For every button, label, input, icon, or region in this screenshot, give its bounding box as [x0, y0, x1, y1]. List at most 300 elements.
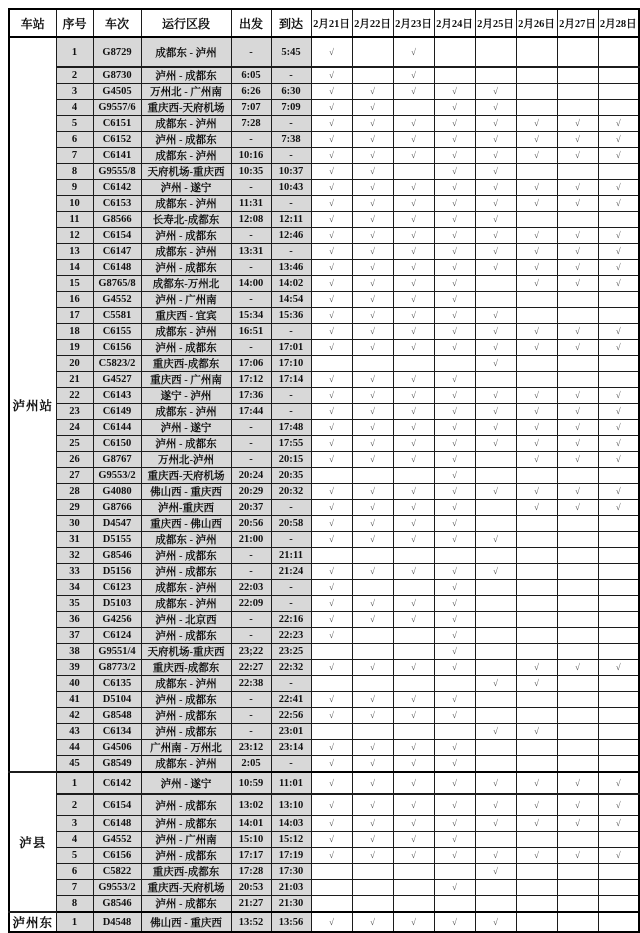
day-cell [557, 896, 598, 913]
day-cell [598, 308, 639, 324]
cell-train-number: C6155 [93, 324, 141, 340]
check-mark: √ [329, 486, 334, 496]
day-cell [352, 516, 393, 532]
cell-train-number: G9553/2 [93, 468, 141, 484]
header-route: 运行区段 [141, 9, 231, 37]
day-cell [311, 848, 352, 864]
check-mark: √ [411, 662, 416, 672]
day-cell [516, 196, 557, 212]
cell-arrive-time: - [271, 388, 311, 404]
day-cell [475, 612, 516, 628]
check-mark: √ [329, 246, 334, 256]
table-row [9, 67, 639, 84]
check-mark: √ [370, 422, 375, 432]
cell-seq: 10 [56, 196, 93, 212]
day-cell [352, 832, 393, 848]
check-mark: √ [615, 198, 621, 208]
cell-train-number: C5822 [93, 864, 141, 880]
check-mark: √ [329, 118, 334, 128]
table-row [9, 324, 639, 340]
day-cell [598, 436, 639, 452]
check-mark: √ [534, 850, 539, 860]
cell-train-number: C6148 [93, 816, 141, 832]
check-mark: √ [329, 198, 334, 208]
check-mark: √ [411, 486, 416, 496]
day-cell [475, 848, 516, 864]
day-cell [475, 644, 516, 660]
cell-arrive-time: - [271, 596, 311, 612]
check-mark: √ [493, 678, 498, 688]
day-cell [352, 724, 393, 740]
cell-route: 泸州 - 遂宁 [141, 420, 231, 436]
day-cell [598, 724, 639, 740]
check-mark: √ [452, 882, 457, 892]
day-cell [516, 420, 557, 436]
cell-depart-time: 7:28 [231, 116, 271, 132]
table-row [9, 832, 639, 848]
day-cell [311, 196, 352, 212]
day-cell [598, 356, 639, 372]
cell-arrive-time: 23:25 [271, 644, 311, 660]
check-mark: √ [411, 742, 416, 752]
check-mark: √ [452, 710, 457, 720]
check-mark: √ [329, 262, 334, 272]
check-mark: √ [329, 502, 334, 512]
day-cell [516, 612, 557, 628]
cell-arrive-time: 5:45 [271, 37, 311, 67]
check-mark: √ [370, 102, 375, 112]
cell-arrive-time: 13:46 [271, 260, 311, 276]
check-mark: √ [411, 278, 416, 288]
cell-seq: 15 [56, 276, 93, 292]
check-mark: √ [329, 916, 334, 927]
check-mark: √ [575, 454, 580, 464]
table-row [9, 132, 639, 148]
day-cell [311, 356, 352, 372]
table-row [9, 452, 639, 468]
check-mark: √ [493, 214, 498, 224]
check-mark: √ [329, 134, 334, 144]
day-cell [516, 628, 557, 644]
day-cell [598, 196, 639, 212]
cell-route: 泸州 - 成都东 [141, 436, 231, 452]
check-mark: √ [370, 502, 375, 512]
check-mark: √ [452, 102, 457, 112]
day-cell [475, 596, 516, 612]
day-cell [352, 116, 393, 132]
check-mark: √ [329, 278, 334, 288]
check-mark: √ [452, 502, 457, 512]
cell-seq: 13 [56, 244, 93, 260]
check-mark: √ [329, 46, 334, 57]
check-mark: √ [493, 246, 498, 256]
cell-route: 重庆西-成都东 [141, 864, 231, 880]
check-mark: √ [452, 799, 457, 810]
day-cell [516, 340, 557, 356]
cell-train-number: C6150 [93, 436, 141, 452]
cell-route: 泸州 - 成都东 [141, 794, 231, 816]
day-cell [598, 564, 639, 580]
day-cell [598, 468, 639, 484]
check-mark: √ [329, 694, 334, 704]
cell-train-number: G8773/2 [93, 660, 141, 676]
day-cell [393, 816, 434, 832]
day-cell [393, 628, 434, 644]
day-cell [557, 912, 598, 932]
day-cell [311, 500, 352, 516]
cell-train-number: G4552 [93, 292, 141, 308]
check-mark: √ [615, 777, 621, 788]
check-mark: √ [370, 694, 375, 704]
day-cell [475, 436, 516, 452]
day-cell [434, 244, 475, 260]
cell-route: 泸州 - 成都东 [141, 132, 231, 148]
day-cell [598, 580, 639, 596]
header-date: 2月24日 [434, 9, 475, 37]
cell-train-number: D4548 [93, 912, 141, 932]
day-cell [557, 756, 598, 773]
day-cell [516, 912, 557, 932]
day-cell [516, 372, 557, 388]
table-row [9, 912, 639, 932]
check-mark: √ [370, 150, 375, 160]
check-mark: √ [452, 470, 457, 480]
table-row [9, 37, 639, 67]
cell-depart-time: 17:36 [231, 388, 271, 404]
cell-arrive-time: - [271, 324, 311, 340]
check-mark: √ [411, 850, 416, 860]
check-mark: √ [615, 422, 621, 432]
day-cell [475, 484, 516, 500]
day-cell [434, 356, 475, 372]
day-cell [393, 468, 434, 484]
cell-train-number: C6156 [93, 848, 141, 864]
day-cell [352, 740, 393, 756]
day-cell [434, 564, 475, 580]
day-cell [598, 228, 639, 244]
day-cell [557, 794, 598, 816]
day-cell [475, 564, 516, 580]
day-cell [434, 532, 475, 548]
check-mark: √ [370, 818, 375, 828]
check-mark: √ [615, 262, 621, 272]
day-cell [393, 100, 434, 116]
day-cell [557, 37, 598, 67]
day-cell [475, 532, 516, 548]
day-cell [434, 388, 475, 404]
check-mark: √ [411, 246, 416, 256]
check-mark: √ [411, 390, 416, 400]
cell-route: 长寿北-成都东 [141, 212, 231, 228]
check-mark: √ [534, 278, 539, 288]
day-cell [352, 848, 393, 864]
day-cell [557, 596, 598, 612]
day-cell [475, 196, 516, 212]
day-cell [352, 794, 393, 816]
day-cell [557, 196, 598, 212]
check-mark: √ [452, 150, 457, 160]
check-mark: √ [452, 534, 457, 544]
day-cell [311, 212, 352, 228]
day-cell [393, 532, 434, 548]
station-block [9, 772, 639, 912]
day-cell [393, 484, 434, 500]
cell-seq: 4 [56, 832, 93, 848]
day-cell [516, 896, 557, 913]
day-cell [557, 500, 598, 516]
day-cell [311, 276, 352, 292]
day-cell [516, 164, 557, 180]
cell-route: 泸州 - 遂宁 [141, 772, 231, 794]
cell-route: 万州北 - 广州南 [141, 84, 231, 100]
day-cell [393, 196, 434, 212]
cell-depart-time: 20:29 [231, 484, 271, 500]
cell-depart-time: - [231, 228, 271, 244]
day-cell [598, 896, 639, 913]
check-mark: √ [452, 166, 457, 176]
cell-seq: 40 [56, 676, 93, 692]
cell-depart-time: 17:12 [231, 372, 271, 388]
header-date: 2月23日 [393, 9, 434, 37]
check-mark: √ [329, 294, 334, 304]
day-cell [475, 676, 516, 692]
table-row [9, 340, 639, 356]
cell-arrive-time: 7:09 [271, 100, 311, 116]
cell-route: 重庆西 - 宜宾 [141, 308, 231, 324]
cell-seq: 37 [56, 628, 93, 644]
table-row [9, 388, 639, 404]
check-mark: √ [575, 182, 580, 192]
cell-route: 成都东 - 泸州 [141, 244, 231, 260]
cell-route: 天府机场-重庆西 [141, 164, 231, 180]
header-arrive: 到达 [271, 9, 311, 37]
table-row [9, 468, 639, 484]
cell-depart-time: - [231, 564, 271, 580]
cell-train-number: G8549 [93, 756, 141, 773]
cell-route: 成都东 - 泸州 [141, 756, 231, 773]
cell-arrive-time: - [271, 196, 311, 212]
cell-seq: 21 [56, 372, 93, 388]
cell-train-number: C6123 [93, 580, 141, 596]
cell-seq: 31 [56, 532, 93, 548]
day-cell [393, 132, 434, 148]
day-cell [434, 500, 475, 516]
day-cell [475, 148, 516, 164]
check-mark: √ [534, 486, 539, 496]
day-cell [598, 832, 639, 848]
check-mark: √ [534, 134, 539, 144]
check-mark: √ [534, 246, 539, 256]
check-mark: √ [493, 726, 498, 736]
day-cell [434, 548, 475, 564]
check-mark: √ [370, 278, 375, 288]
cell-depart-time: 20:56 [231, 516, 271, 532]
check-mark: √ [370, 534, 375, 544]
cell-arrive-time: 21:24 [271, 564, 311, 580]
day-cell [557, 676, 598, 692]
table-row [9, 708, 639, 724]
day-cell [557, 324, 598, 340]
check-mark: √ [452, 390, 457, 400]
cell-route: 泸州 - 成都东 [141, 548, 231, 564]
day-cell [516, 132, 557, 148]
check-mark: √ [411, 422, 416, 432]
day-cell [311, 644, 352, 660]
day-cell [557, 548, 598, 564]
day-cell [434, 340, 475, 356]
check-mark: √ [452, 342, 457, 352]
cell-depart-time: 13:02 [231, 794, 271, 816]
day-cell [311, 794, 352, 816]
cell-route: 泸州 - 成都东 [141, 340, 231, 356]
day-cell [434, 37, 475, 67]
day-cell [516, 276, 557, 292]
check-mark: √ [452, 454, 457, 464]
check-mark: √ [575, 230, 580, 240]
day-cell [311, 324, 352, 340]
day-cell [434, 116, 475, 132]
check-mark: √ [329, 614, 334, 624]
cell-depart-time: 15:10 [231, 832, 271, 848]
table-row [9, 148, 639, 164]
table-row [9, 628, 639, 644]
day-cell [352, 148, 393, 164]
day-cell [434, 228, 475, 244]
cell-arrive-time: 21:30 [271, 896, 311, 913]
day-cell [393, 324, 434, 340]
cell-seq: 45 [56, 756, 93, 773]
day-cell [311, 468, 352, 484]
cell-arrive-time: 21:03 [271, 880, 311, 896]
day-cell [475, 468, 516, 484]
day-cell [475, 116, 516, 132]
day-cell [598, 532, 639, 548]
check-mark: √ [329, 102, 334, 112]
day-cell [557, 468, 598, 484]
cell-train-number: G8767 [93, 452, 141, 468]
cell-depart-time: - [231, 436, 271, 452]
table-row [9, 372, 639, 388]
table-row [9, 676, 639, 692]
check-mark: √ [370, 850, 375, 860]
day-cell [475, 880, 516, 896]
check-mark: √ [370, 566, 375, 576]
check-mark: √ [411, 230, 416, 240]
check-mark: √ [329, 182, 334, 192]
table-row [9, 548, 639, 564]
check-mark: √ [615, 502, 621, 512]
day-cell [393, 260, 434, 276]
check-mark: √ [370, 246, 375, 256]
day-cell [393, 596, 434, 612]
day-cell [557, 628, 598, 644]
cell-arrive-time: 7:38 [271, 132, 311, 148]
day-cell [311, 260, 352, 276]
cell-seq: 26 [56, 452, 93, 468]
check-mark: √ [370, 342, 375, 352]
check-mark: √ [411, 799, 416, 810]
check-mark: √ [575, 342, 580, 352]
cell-seq: 11 [56, 212, 93, 228]
cell-train-number: C6142 [93, 772, 141, 794]
cell-seq: 7 [56, 880, 93, 896]
check-mark: √ [534, 678, 539, 688]
cell-route: 佛山西 - 重庆西 [141, 912, 231, 932]
day-cell [598, 67, 639, 84]
day-cell [557, 276, 598, 292]
day-cell [475, 164, 516, 180]
day-cell [516, 500, 557, 516]
day-cell [393, 452, 434, 468]
check-mark: √ [493, 486, 498, 496]
station-name: 泸州站 [9, 37, 56, 772]
check-mark: √ [493, 310, 498, 320]
cell-train-number: C6141 [93, 148, 141, 164]
cell-route: 泸州 - 成都东 [141, 816, 231, 832]
check-mark: √ [493, 230, 498, 240]
cell-depart-time: 20:37 [231, 500, 271, 516]
day-cell [434, 596, 475, 612]
check-mark: √ [452, 582, 457, 592]
cell-arrive-time: 10:37 [271, 164, 311, 180]
day-cell [393, 912, 434, 932]
cell-route: 泸州 - 北京西 [141, 612, 231, 628]
check-mark: √ [411, 86, 416, 96]
check-mark: √ [452, 294, 457, 304]
cell-train-number: C6147 [93, 244, 141, 260]
day-cell [475, 724, 516, 740]
check-mark: √ [411, 46, 416, 57]
day-cell [352, 548, 393, 564]
check-mark: √ [411, 502, 416, 512]
check-mark: √ [452, 182, 457, 192]
check-mark: √ [452, 374, 457, 384]
check-mark: √ [575, 422, 580, 432]
day-cell [311, 548, 352, 564]
day-cell [434, 260, 475, 276]
check-mark: √ [370, 374, 375, 384]
check-mark: √ [411, 150, 416, 160]
day-cell [434, 404, 475, 420]
cell-route: 万州北-泸州 [141, 452, 231, 468]
check-mark: √ [411, 310, 416, 320]
cell-route: 泸州 - 成都东 [141, 692, 231, 708]
day-cell [393, 794, 434, 816]
day-cell [557, 816, 598, 832]
check-mark: √ [329, 662, 334, 672]
check-mark: √ [493, 799, 498, 810]
cell-arrive-time: 17:19 [271, 848, 311, 864]
day-cell [475, 388, 516, 404]
day-cell [516, 308, 557, 324]
check-mark: √ [493, 438, 498, 448]
check-mark: √ [615, 406, 621, 416]
cell-route: 成都东-万州北 [141, 276, 231, 292]
check-mark: √ [411, 406, 416, 416]
check-mark: √ [370, 518, 375, 528]
check-mark: √ [370, 486, 375, 496]
check-mark: √ [575, 390, 580, 400]
cell-train-number: C6153 [93, 196, 141, 212]
check-mark: √ [411, 534, 416, 544]
day-cell [393, 340, 434, 356]
day-cell [557, 260, 598, 276]
day-cell [557, 132, 598, 148]
day-cell [311, 388, 352, 404]
cell-route: 重庆西 - 佛山西 [141, 516, 231, 532]
table-row [9, 880, 639, 896]
day-cell [598, 212, 639, 228]
